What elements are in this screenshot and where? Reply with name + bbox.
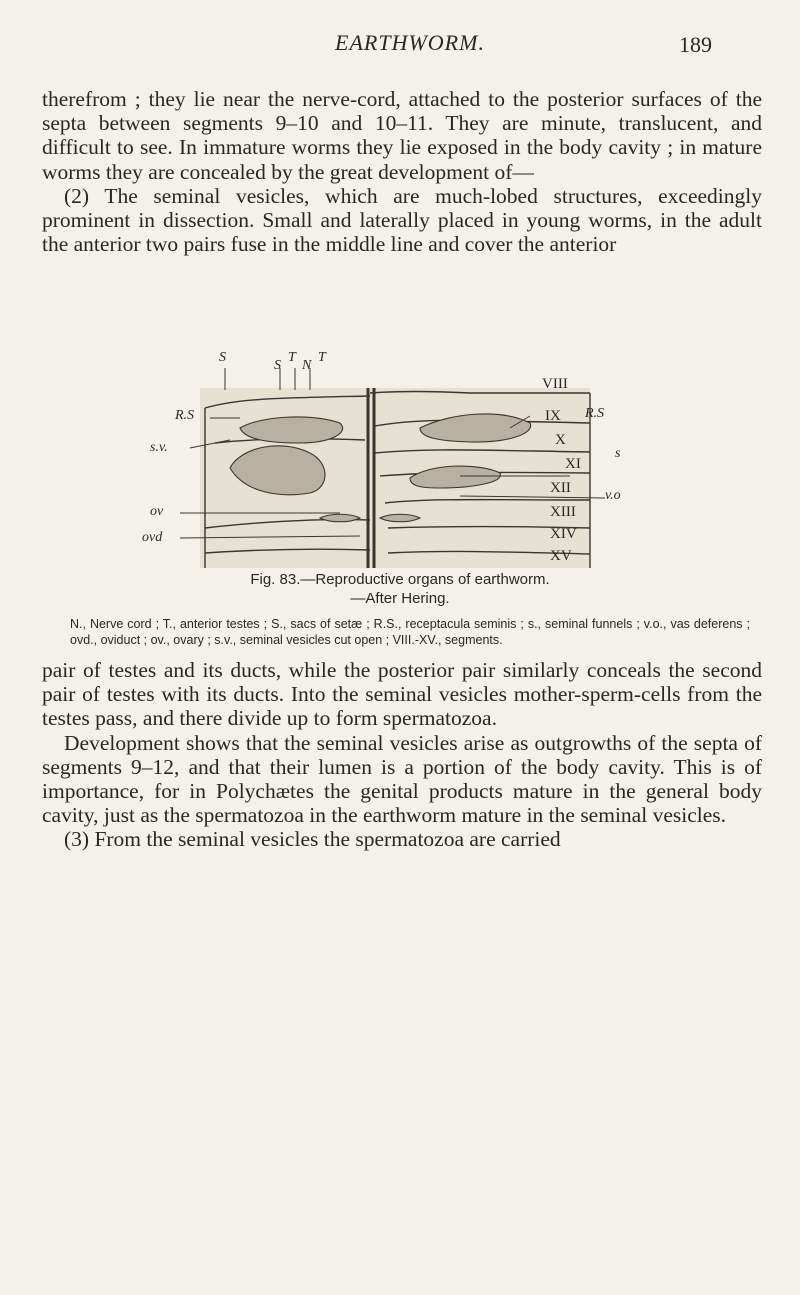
- figure-label-ov: ov: [150, 504, 164, 519]
- figure-label-xi: XI: [565, 456, 581, 472]
- figure-label-rs-right: R.S: [585, 406, 605, 421]
- figure-label-s-right: s: [615, 446, 621, 461]
- paragraph: (3) From the seminal vesicles the spermatozoa are carried: [64, 827, 561, 852]
- figure-label-ix: IX: [545, 408, 561, 424]
- figure-label-xiv: XIV: [550, 526, 577, 542]
- caption-title: Fig. 83.—Reproductive organs of earthworm.: [250, 571, 550, 588]
- paragraph: pair of testes and its ducts, while the posterior pair similarly conceals the second pair of testes with its ducts. Into the seminal vesicles mother-sperm-cells from the testes pass, and there divide up to form spermatozoa.: [42, 658, 762, 731]
- caption-subtitle: —After Hering.: [350, 590, 450, 607]
- figure-caption: [40, 570, 760, 648]
- figure-label-sv: s.v.: [150, 440, 168, 455]
- figure-label-s: S: [219, 350, 226, 365]
- figure-label-t2: T: [318, 350, 326, 365]
- figure-label-vo: v.o: [605, 488, 621, 503]
- figure-label-rs-left: R.S: [175, 408, 195, 423]
- reproductive-organs-drawing: [30, 368, 770, 568]
- paragraph: Development shows that the seminal vesicles arise as outgrowths of the septa of segments 9–12, and that their lumen is a portion of the body cavity. This is of importance, for in Polychætes the genital products mature in the general body cavity, just as the spermatozoa in the earthworm mature in the seminal vesicles.: [42, 730, 762, 828]
- figure-label-xii: XII: [550, 480, 571, 496]
- running-title: EARTHWORM.: [335, 30, 485, 55]
- figure-label-ovd: ovd: [142, 530, 163, 545]
- body-text-bottom: [42, 658, 762, 852]
- figure-label-x: X: [555, 432, 566, 448]
- figure-label-xv: XV: [550, 548, 572, 564]
- paragraph: therefrom ; they lie near the nerve-cord, attached to the posterior surfaces of the septa between segments 9–10 and 10–11. They are minute, translucent, and difficult to see. In immature worms they lie exposed in the body cavity ; in mature worms they are concealed by the great development of—: [42, 87, 762, 184]
- figure-label-t1: T: [288, 350, 296, 365]
- running-head: [0, 20, 800, 60]
- page-number: 189: [679, 32, 712, 57]
- paragraph: (2) The seminal vesicles, which are much-lobed structures, exceedingly prominent in dissection. Small and laterally placed in young worms, in the adult the anterior two pairs fuse in the middle line and cover the anterior: [42, 183, 762, 257]
- caption-legend: N., Nerve cord ; T., anterior testes ; S., sacs of setæ ; R.S., receptacula seminis ; s., seminal funnels ; v.o., vas deferens ; ovd., oviduct ; ov., ovary ; s.v., seminal vesicles cut open ; VIII.-XV., segments.: [70, 617, 750, 647]
- anatomical-figure: [30, 350, 770, 568]
- figure-label-xiii: XIII: [550, 504, 576, 520]
- body-text-top: [42, 87, 762, 256]
- figure-label-s2: S: [274, 358, 281, 373]
- figure-label-viii: VIII: [542, 376, 568, 392]
- figure-label-n: N: [302, 358, 312, 373]
